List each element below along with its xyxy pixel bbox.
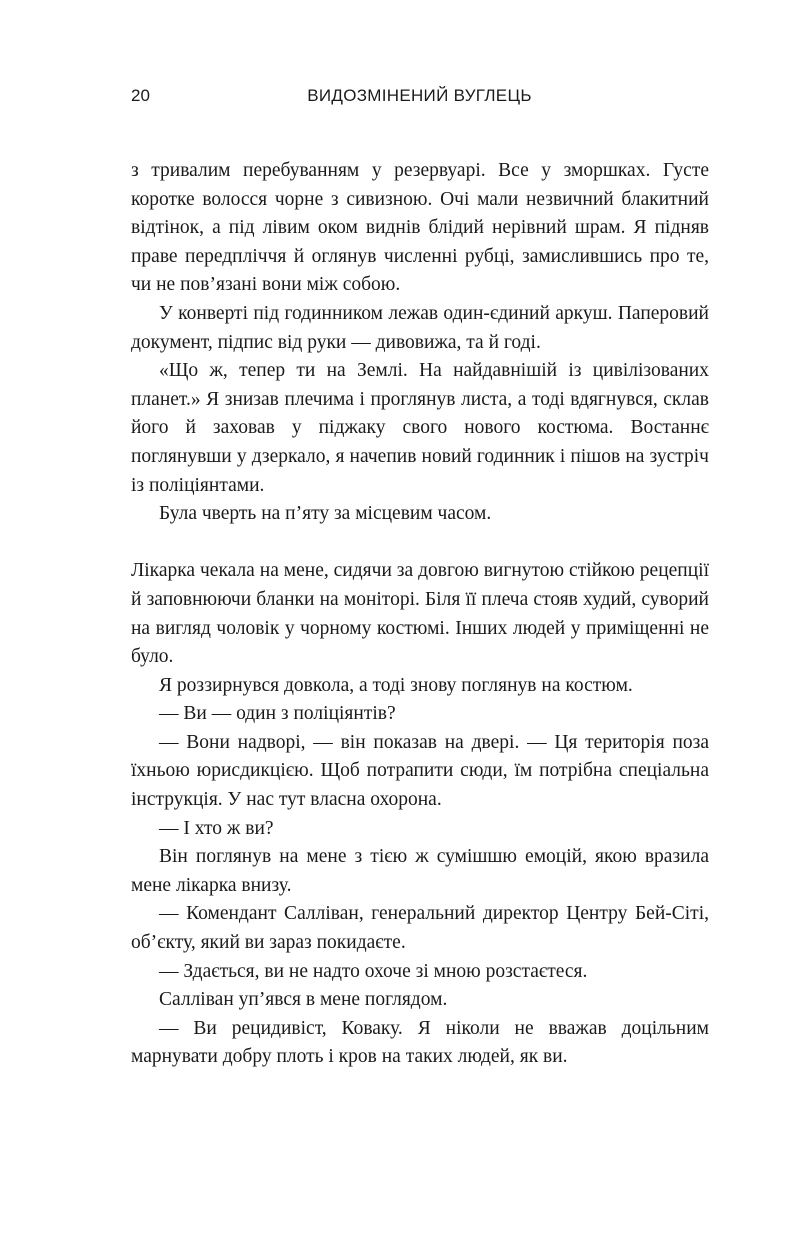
paragraph: Він поглянув на мене з тією ж сумішшю емоцій, якою вразила мене лікарка внизу.: [131, 846, 709, 896]
dialogue-line: — І хто ж ви?: [159, 817, 274, 839]
page-body: [131, 157, 709, 1072]
paragraph: У конверті під годинником лежав один-єдиний аркуш. Паперовий документ, підпис від руки — дивовижа, та й годі.: [131, 302, 709, 353]
page-number: 20: [131, 86, 150, 105]
section-break: [131, 529, 709, 558]
paragraph: Була чверть на п’яту за місцевим часом.: [159, 503, 492, 525]
dialogue-line: — Здається, ви не надто охоче зі мною розстаєтеся.: [159, 960, 588, 982]
running-header: [131, 86, 708, 110]
dialogue-line: — Ви рецидивіст, Коваку. Я ніколи не вважав доцільним марнувати добру плоть і кров на таких людей, як ви.: [131, 1017, 709, 1068]
dialogue-line: — Вони надворі, — він показав на двері. — Ця територія поза їхньою юрисдикцією. Щоб потрапити сюди, їм потрібна спеціальна інструкція. У нас тут власна охорона.: [131, 731, 709, 811]
paragraph: Я роззирнувся довкола, а тоді знову поглянув на костюм.: [159, 674, 633, 696]
dialogue-line: — Ви — один з поліціянтів?: [159, 703, 396, 725]
paragraph: Лікарка чекала на мене, сидячи за довгою вигнутою стійкою рецепції й заповнюючи бланки на моніторі. Біля її плеча стояв худий, суворий на вигляд чоловік у чорному костюмі. Інших людей у приміщенні не було.: [131, 560, 709, 668]
paragraph: з тривалим перебуванням у резервуарі. Все у зморшках. Густе коротке волосся чорне з сивизною. Очі мали незвичний блакитний відтінок, а під лівим оком виднів блідий нерівний шрам. Я підняв праве передпліччя й оглянув численні рубці, замислившись про те, чи не пов’язані вони між собою.: [131, 160, 709, 296]
running-title: ВИДОЗМІНЕНИЙ ВУГЛЕЦЬ: [307, 86, 532, 105]
paragraph: Салліван уп’явся в мене поглядом.: [159, 989, 448, 1011]
dialogue-line: — Комендант Салліван, генеральний директор Центру Бей-Сіті, об’єкту, який ви зараз покидаєте.: [131, 903, 709, 954]
paragraph: «Що ж, тепер ти на Землі. На найдавнішій із цивілізованих планет.» Я знизав плечима і проглянув листа, а тоді вдягнувся, склав його й заховав у піджаку свого нового костюма. Востаннє поглянувши у дзеркало, я начепив новий годинник і пішов на зустріч із поліціянтами.: [131, 360, 709, 496]
